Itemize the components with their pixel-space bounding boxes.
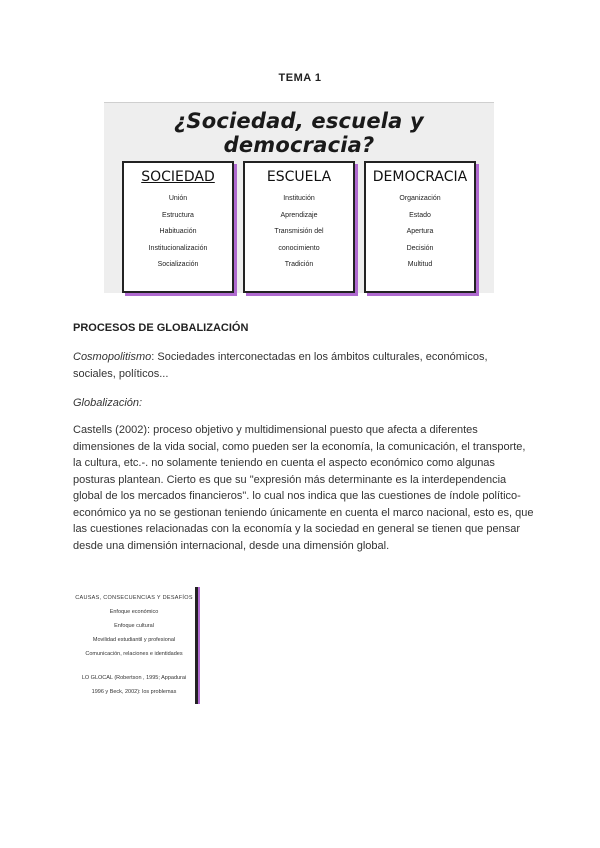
concept-item: Tradición: [284, 261, 314, 268]
globalizacion-label: [73, 395, 533, 412]
concept-item: Unión: [168, 195, 188, 202]
concept-item: Organización: [399, 195, 441, 202]
concept-item: Aprendizaje: [280, 211, 318, 219]
notes-card-footer-line: LO GLOCAL (Robertson , 1995; Appadurai: [81, 675, 187, 681]
notes-card-line: Enfoque cultural: [114, 623, 154, 629]
concept-heading: ESCUELA: [266, 169, 332, 185]
concept-item: Socialización: [157, 261, 199, 268]
concept-item: Transmisión del: [274, 228, 324, 235]
concept-item: Institución: [283, 195, 315, 202]
globalizacion-label-text: Globalización:: [73, 397, 143, 409]
notes-card-line: Movilidad estudiantil y profesional: [92, 637, 176, 643]
concept-item: Estado: [409, 211, 431, 219]
concept-box-sociedad: [122, 161, 234, 293]
notes-card-footer-line: 1996 y Beck, 2002): los problemas: [91, 689, 177, 695]
notes-card-image: [73, 587, 198, 704]
notes-card-line: Enfoque económico: [109, 609, 159, 615]
banner-image: [104, 102, 494, 293]
concept-item: Institucionalización: [148, 244, 208, 252]
concept-item: Multitud: [407, 261, 433, 268]
banner-title: ¿Sociedad, escuela y democracia?: [174, 109, 424, 157]
concept-heading: DEMOCRACIA: [372, 169, 468, 185]
concept-box-democracia: [364, 161, 476, 293]
concept-box-escuela: [243, 161, 355, 293]
castells-paragraph: Castells (2002): proceso objetivo y multidimensional puesto que afecta a diferentes dimensiones de la vida social, como pueden ser la economía, la comunicación, el transporte, la cultura, etc.-. no solamente teniendo en cuenta el aspecto económico como algunas posturas plantean. Cierto es que su "expresión más determinante es la interdependencia global de los mercados financieros". lo cual nos indica que las cuestiones de índole político-económico ya no se gestionan teniendo únicamente en cuenta el marco nacional, esto es, que las cuestiones relacionadas con la economía y la sociedad en general se tienen que pensar desde una dimensión internacional, desde una dimensión global.: [73, 424, 534, 552]
topic-title: TEMA 1: [278, 72, 322, 84]
cosmopolitismo-definition: : Sociedades interconectadas en los ámbitos culturales, económicos, sociales, políticos...: [73, 351, 488, 380]
notes-card-heading: CAUSAS, CONSECUENCIAS Y DESAFÍOS: [75, 595, 193, 601]
notes-card-line: Comunicación, relaciones e identidades: [85, 651, 183, 657]
concept-item: Decisión: [406, 244, 434, 252]
concept-item: Apertura: [406, 228, 434, 235]
concept-heading: SOCIEDAD: [141, 169, 215, 185]
cosmopolitismo-term: Cosmopolitismo: [73, 351, 152, 363]
cosmopolitismo-paragraph: [73, 349, 533, 382]
concept-item: Habituación: [159, 228, 197, 235]
concept-item: Estructura: [162, 211, 194, 219]
concept-item: conocimiento: [278, 244, 320, 252]
section-heading: PROCESOS DE GLOBALIZACIÓN: [73, 322, 249, 334]
